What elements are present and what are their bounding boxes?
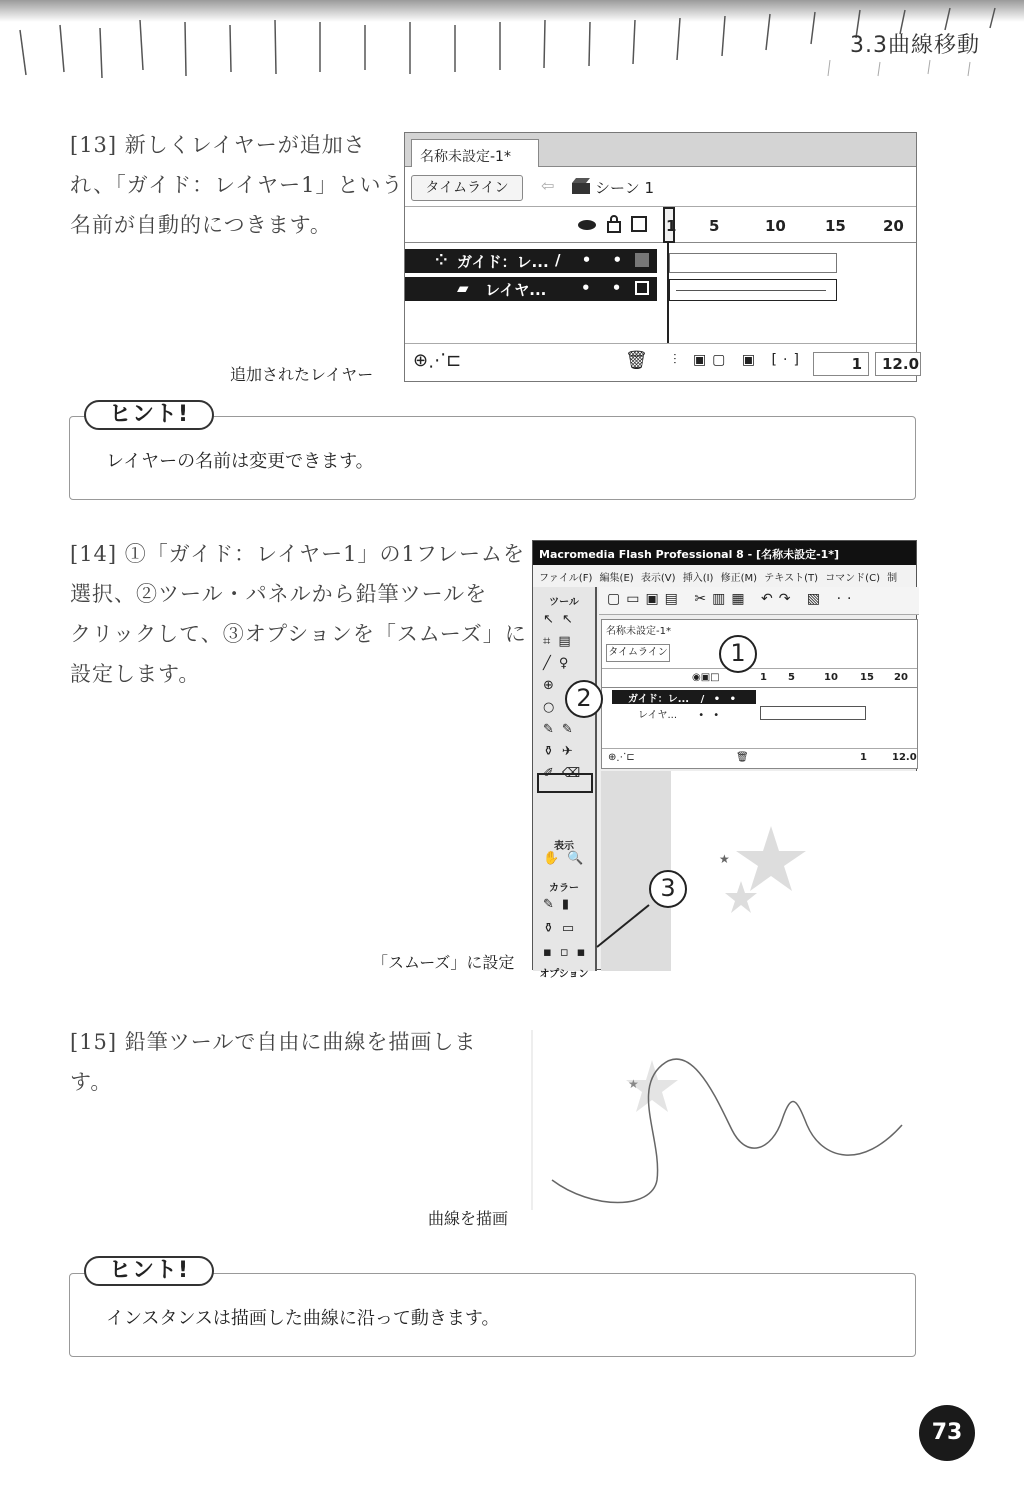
layer-marks: • • bbox=[581, 279, 630, 297]
main-toolbar bbox=[599, 587, 919, 615]
guide-icon: ⁘ bbox=[435, 251, 448, 269]
hint-badge: ヒント! bbox=[84, 1256, 214, 1286]
menu-item[interactable]: テキスト(T) bbox=[764, 573, 818, 584]
scene-label: シーン 1 bbox=[595, 179, 655, 197]
layer-row-layer1[interactable] bbox=[405, 277, 657, 301]
step-14-line: 選択、②ツール・パネルから鉛筆ツールを bbox=[70, 582, 488, 606]
inner-timeline-button[interactable]: タイムライン bbox=[606, 644, 670, 662]
toolbar-icons[interactable]: ▢▭▣▤ ✂▥▦ ↶↷ ▧ ⋅⋅ bbox=[607, 591, 858, 607]
hint-text: インスタンスは描画した曲線に沿って動きます。 bbox=[106, 1308, 500, 1329]
trash-icon[interactable]: 🗑 bbox=[625, 350, 648, 371]
frame-ruler bbox=[405, 207, 916, 243]
lock-icon[interactable] bbox=[607, 215, 621, 233]
tool-section-label: オプション bbox=[539, 969, 589, 980]
frame-number: 5 bbox=[709, 217, 720, 235]
frame-number: 15 bbox=[860, 672, 874, 683]
tool-section-label: ツール bbox=[549, 597, 579, 608]
frame-number: 20 bbox=[883, 217, 904, 235]
step-14-line: [14] ①「ガイド：レイヤー1」の1フレームを bbox=[70, 542, 525, 566]
layer-outline-swatch bbox=[635, 281, 649, 295]
menu-item[interactable]: 制 bbox=[887, 573, 898, 584]
inner-layer-row-guide[interactable] bbox=[612, 690, 756, 704]
add-layer-icon[interactable]: ⊕⋰⊏ bbox=[413, 350, 462, 371]
view-tool-icons[interactable]: ✋🔍 bbox=[543, 851, 592, 866]
menu-item[interactable]: 表示(V) bbox=[640, 573, 676, 584]
inner-timeline bbox=[601, 619, 918, 769]
layer-marks: / • • bbox=[555, 251, 631, 269]
drawn-curve-graphic bbox=[532, 1030, 917, 1215]
menu-item[interactable]: ファイル(F) bbox=[539, 573, 593, 584]
timeline-screenshot bbox=[404, 132, 920, 382]
timeline-bottom-bar bbox=[405, 343, 920, 383]
menu-bar bbox=[533, 565, 916, 587]
caption-smooth: 「スムーズ」に設定 bbox=[372, 953, 515, 972]
step-13-text bbox=[70, 125, 403, 245]
back-arrow-icon[interactable]: ⇦ bbox=[541, 176, 555, 195]
guide-keyframe-span[interactable] bbox=[669, 253, 837, 273]
layer-color-swatch bbox=[635, 253, 649, 267]
step-15-text bbox=[70, 1022, 476, 1102]
inner-doc-tab[interactable]: 名称未設定-1* bbox=[606, 626, 671, 637]
step-14-line: クリックして、③オプションを「スムーズ」に bbox=[70, 622, 527, 646]
menu-item[interactable]: 修正(M) bbox=[720, 573, 758, 584]
layer-marks: • • bbox=[698, 710, 723, 721]
frame-number: 20 bbox=[894, 672, 908, 683]
svg-text:★: ★ bbox=[719, 852, 730, 866]
frame-number: 10 bbox=[824, 672, 838, 683]
onion-skin-icons[interactable]: ⫶ ▣▢ ▣ [·] bbox=[673, 352, 805, 368]
caption-draw-curve: 曲線を描画 bbox=[428, 1209, 509, 1228]
timeline-button[interactable]: タイムライン bbox=[411, 175, 523, 201]
tool-section-label: カラー bbox=[549, 883, 579, 894]
frame-number: 10 bbox=[765, 217, 786, 235]
hint-badge: ヒント! bbox=[84, 400, 214, 430]
inner-layer-row-layer1[interactable] bbox=[612, 706, 756, 720]
frame-number: 1 bbox=[760, 672, 767, 683]
tween-span[interactable] bbox=[669, 279, 837, 301]
callout-1: 1 bbox=[719, 635, 757, 673]
pencil-tool-highlight[interactable] bbox=[537, 773, 593, 793]
frame-rate-field[interactable]: 12.0 bbox=[892, 752, 917, 763]
layer-row-guide[interactable] bbox=[405, 249, 657, 273]
scene-icon bbox=[571, 177, 591, 195]
step-15-line: [15] 鉛筆ツールで自由に曲線を描画しま bbox=[70, 1030, 477, 1054]
inner-bottom-bar bbox=[602, 748, 917, 768]
step-14-text bbox=[70, 534, 527, 694]
step-13-line: れ、「ガイド：レイヤー1」という bbox=[70, 173, 404, 197]
frame-number: 5 bbox=[788, 672, 795, 683]
step-13-line: [13] 新しくレイヤーが追加さ bbox=[70, 133, 366, 157]
current-frame-field[interactable]: 1 bbox=[813, 352, 869, 376]
nav-bar bbox=[405, 167, 916, 207]
callout-pointer-3 bbox=[593, 901, 653, 951]
layer-name: レイヤ... bbox=[638, 710, 678, 721]
section-title: 3.3曲線移動 bbox=[850, 33, 980, 58]
svg-text:★: ★ bbox=[628, 1077, 639, 1091]
outline-icon[interactable] bbox=[631, 216, 647, 232]
flash-window-screenshot bbox=[532, 540, 917, 980]
trash-icon[interactable]: 🗑 bbox=[736, 752, 749, 763]
document-tab[interactable]: 名称未設定-1* bbox=[411, 139, 539, 167]
tool-icons[interactable]: ↖↖ ⌗▤ ╱♀ ⊕ ○ ✎✎ ⚱✈ ✐⌫ bbox=[543, 612, 589, 781]
inner-tween-span[interactable] bbox=[760, 706, 866, 720]
callout-2: 2 bbox=[565, 680, 603, 718]
menu-item[interactable]: 挿入(I) bbox=[682, 573, 714, 584]
layer-icon: ▰ bbox=[457, 279, 469, 297]
layer-name: ガイド：レ... bbox=[628, 694, 690, 705]
step-14-line: 設定します。 bbox=[70, 662, 201, 686]
tool-panel bbox=[533, 587, 597, 980]
tool-section-label: 表示 bbox=[554, 841, 574, 852]
step-13-line: 名前が自動的につきます。 bbox=[70, 213, 332, 237]
add-layer-icon[interactable]: ⊕⋰⊏ bbox=[608, 752, 635, 763]
frame-number: 15 bbox=[825, 217, 846, 235]
caption-added-layer: 追加されたレイヤー bbox=[230, 365, 374, 384]
menu-item[interactable]: 編集(E) bbox=[599, 573, 634, 584]
hint-text: レイヤーの名前は変更できます。 bbox=[106, 451, 374, 472]
page-number: 73 bbox=[919, 1405, 975, 1461]
window-title: Macromedia Flash Professional 8 - [名称未設定-1*] bbox=[533, 541, 916, 565]
step-15-line: す。 bbox=[70, 1070, 113, 1094]
layer-marks: / • • bbox=[700, 694, 739, 705]
callout-3: 3 bbox=[649, 870, 687, 908]
current-frame-field[interactable]: 1 bbox=[860, 752, 867, 763]
layer-name: レイヤ... bbox=[485, 281, 547, 299]
layer-name: ガイド：レ... bbox=[457, 253, 549, 271]
eye-icon[interactable] bbox=[577, 219, 597, 231]
star-graphic bbox=[711, 821, 831, 921]
frame-rate-field[interactable]: 12.0 bbox=[875, 352, 921, 376]
tab-bar bbox=[405, 133, 916, 167]
menu-item[interactable]: コマンド(C) bbox=[825, 573, 880, 584]
frame-number: 1 bbox=[666, 217, 677, 235]
eye-icon[interactable]: ◉▣□ bbox=[692, 672, 720, 683]
inner-frame-ruler bbox=[602, 668, 917, 688]
color-tool-icons[interactable]: ✎▮ ⚱▭ ▪▫▪ bbox=[543, 897, 594, 960]
